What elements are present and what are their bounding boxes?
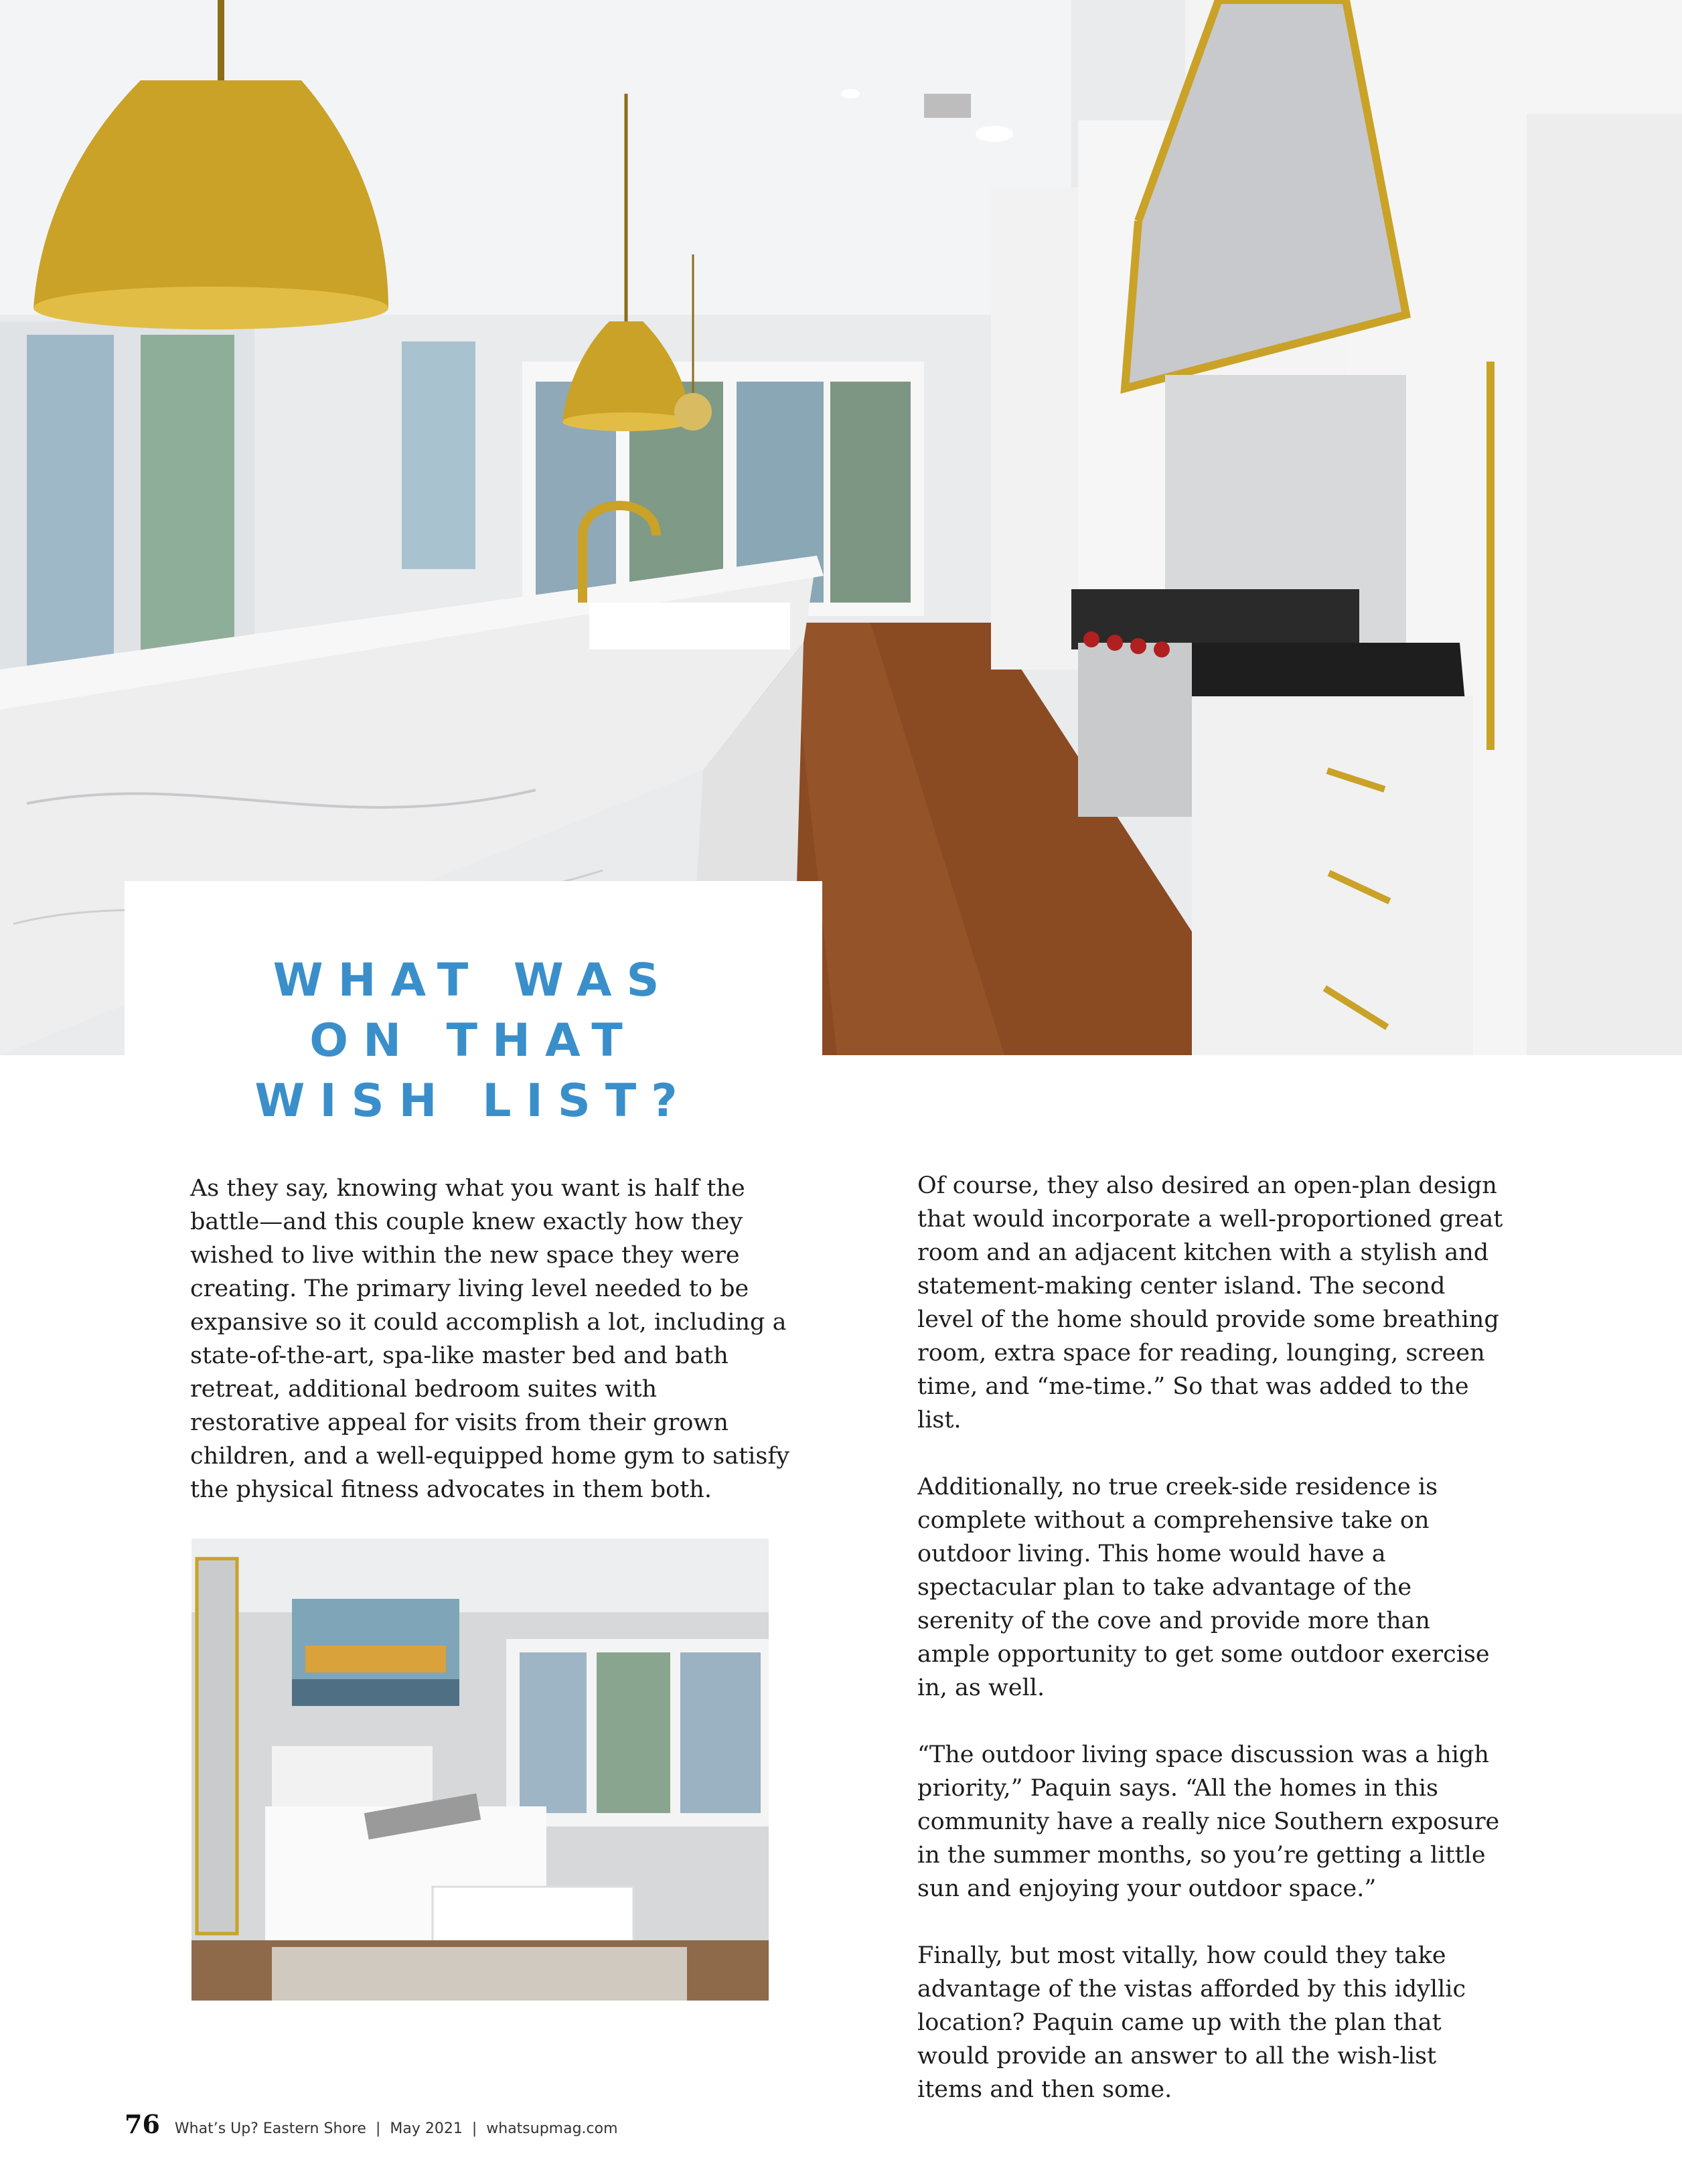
- footer-separator: |: [471, 2120, 477, 2137]
- title-line: ON THAT: [309, 1014, 637, 1067]
- website-link[interactable]: whatsupmag.com: [486, 2120, 618, 2137]
- paragraph: As they say, knowing what you want is half the battle—and this couple knew exactly how they wished to live within the new space they were creating. The primary living level needed to be expansive so it could accomplish a lot, including a state-of-the-art, spa-like master bed and bath retreat, additional bedroom suites with restorative appeal for visits from their grown children, and a well-equipped home gym to satisfy the physical fitness advocates in them both.: [190, 1175, 790, 1503]
- footer-separator: |: [375, 2120, 381, 2137]
- title-line: WISH LIST?: [254, 1075, 692, 1127]
- paragraph: Additionally, no true creek-side residence is complete without a comprehensive take on outdoor living. This home would have a spectacular plan to take advantage of the serenity of the cove and provide more than ample opportunity to get some outdoor exercise in, as well.: [917, 1474, 1490, 1701]
- paragraph: “The outdoor living space discussion was a high priority,” Paquin says. “All the homes in this community have a really nice Southern exposure in the summer months, so you’re getting a little sun and enjoying your outdoor space.”: [917, 1741, 1500, 1902]
- title-line: WHAT WAS: [273, 954, 674, 1007]
- issue-date: May 2021: [390, 2120, 463, 2137]
- page-number: 76: [125, 2109, 160, 2139]
- paragraph: Of course, they also desired an open-plan design that would incorporate a well-proportioned great room and an adjacent kitchen with a stylish and statement-making center island. The second level of the home should provide some breathing room, extra space for reading, lounging, screen time, and “me-time.” So that was added to the list.: [917, 1172, 1503, 1433]
- paragraph: Finally, but most vitally, how could they take advantage of the vistas afforded by this idyllic location? Paquin came up with the plan that would provide an answer to all the wish-list items and then some.: [917, 1942, 1466, 2103]
- section-title: [125, 951, 822, 1132]
- page-footer: [125, 2109, 618, 2139]
- bedroom-photo: [192, 1539, 769, 2001]
- left-text-column: [190, 1172, 793, 1540]
- right-text-column: [917, 1169, 1507, 2140]
- publication-name: What’s Up? Eastern Shore: [174, 2120, 366, 2137]
